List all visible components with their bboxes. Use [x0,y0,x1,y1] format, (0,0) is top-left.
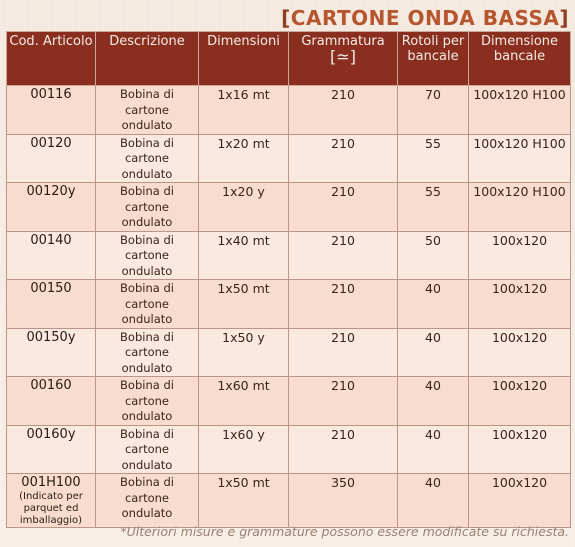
table-row [7,231,571,280]
cell-pallet-dimension [469,86,571,135]
cell-description [96,328,199,377]
product-table [6,31,571,528]
table-row [7,474,571,528]
cell-description [96,474,199,528]
cell-description-text: Bobina di cartone ondulato [120,475,174,520]
cell-code [7,474,96,528]
cell-rotoli [398,86,469,135]
cell-rotoli-text: 40 [425,475,441,490]
cell-code [7,86,96,135]
header-grammatura-label: Grammatura [301,34,385,49]
cell-code [7,183,96,232]
cell-code-note: (Indicato per parquet ed imballaggio) [19,490,83,526]
header-grammatura [289,32,398,86]
cell-dimensions [199,134,289,183]
cell-pallet-dimension [469,474,571,528]
cell-rotoli [398,183,469,232]
cell-description [96,280,199,329]
header-pallet-dimension: Dimensione bancale [469,32,571,86]
cell-code-text: 00160 [30,378,72,393]
cell-pallet-dimension-text: 100x120 H100 [473,184,566,199]
cell-grammatura [289,474,398,528]
cell-rotoli-text: 40 [425,426,441,442]
cell-description-text: Bobina di cartone ondulato [120,281,174,326]
cell-grammatura [289,377,398,426]
title-bracket-close: ] [559,6,569,30]
cell-pallet-dimension-text: 100x120 [491,232,548,248]
table-row [7,183,571,232]
cell-dimensions-text: 1x50 mt [217,281,270,296]
cell-grammatura [289,134,398,183]
cell-rotoli [398,134,469,183]
cell-description-text: Bobina di cartone ondulato [120,184,174,229]
table-row [7,425,571,474]
cell-description-text: Bobina di cartone ondulato [120,329,174,375]
cell-description-text: Bobina di cartone ondulato [120,232,174,278]
header-dimensions: Dimensioni [199,32,289,86]
cell-description [96,183,199,232]
table-row [7,134,571,183]
cell-description [96,86,199,135]
cell-pallet-dimension [469,328,571,377]
cell-pallet-dimension [469,231,571,280]
cell-grammatura-text: 210 [331,184,355,199]
cell-dimensions-text: 1x50 mt [217,475,270,490]
cell-description-text: Bobina di cartone ondulato [120,378,174,423]
header-code: Cod. Articolo [7,32,96,86]
cell-rotoli-text: 50 [425,232,441,248]
cell-code [7,425,96,474]
title-text: CARTONE ONDA BASSA [290,6,560,30]
cell-code [7,328,96,377]
header-description: Descrizione [96,32,199,86]
cell-dimensions [199,231,289,280]
cell-dimensions-text: 1x20 y [222,184,265,199]
table-row [7,377,571,426]
cell-rotoli [398,328,469,377]
cell-code [7,280,96,329]
cell-dimensions-text: 1x60 y [222,426,265,442]
cell-grammatura-text: 210 [331,87,355,102]
cell-code-text: 00160y [26,426,76,442]
page-title [281,6,569,30]
cell-description [96,231,199,280]
cell-rotoli [398,280,469,329]
cell-pallet-dimension [469,377,571,426]
cell-grammatura-text: 350 [331,475,355,490]
cell-dimensions [199,183,289,232]
grammatura-symbol: [≃] [330,47,356,66]
cell-grammatura [289,328,398,377]
cell-code-text: 00116 [30,87,72,102]
title-bracket-open: [ [281,6,291,30]
cell-pallet-dimension-text: 100x120 H100 [473,135,566,151]
cell-rotoli [398,474,469,528]
cell-grammatura-text: 210 [331,281,355,296]
cell-rotoli-text: 40 [425,329,441,345]
cell-grammatura [289,280,398,329]
cell-pallet-dimension [469,183,571,232]
cell-pallet-dimension [469,134,571,183]
cell-grammatura [289,183,398,232]
cell-pallet-dimension-text: 100x120 [491,426,548,442]
cell-pallet-dimension [469,280,571,329]
cell-rotoli-text: 55 [425,135,441,151]
table-body [7,86,571,528]
cell-dimensions [199,474,289,528]
cell-rotoli-text: 40 [425,378,441,393]
cell-code-text: 00120 [30,135,72,151]
cell-rotoli [398,425,469,474]
cell-grammatura-text: 210 [331,329,355,345]
table-row [7,280,571,329]
cell-description-text: Bobina di cartone ondulato [120,135,174,181]
cell-description [96,377,199,426]
cell-rotoli [398,377,469,426]
cell-description-text: Bobina di cartone ondulato [120,87,174,132]
cell-dimensions [199,328,289,377]
cell-code [7,377,96,426]
cell-dimensions [199,280,289,329]
cell-code-text: 00120y [26,184,76,199]
cell-dimensions [199,425,289,474]
cell-pallet-dimension-text: 100x120 [491,329,548,345]
cell-code-text: 001H100 [21,475,81,490]
cell-dimensions-text: 1x40 mt [217,232,270,248]
table-row [7,328,571,377]
cell-grammatura-text: 210 [331,135,355,151]
cell-rotoli [398,231,469,280]
cell-grammatura [289,425,398,474]
cell-description [96,134,199,183]
cell-description [96,425,199,474]
cell-dimensions [199,377,289,426]
cell-dimensions-text: 1x50 y [222,329,265,345]
cell-dimensions-text: 1x20 mt [217,135,270,151]
cell-grammatura [289,86,398,135]
cell-dimensions [199,86,289,135]
cell-rotoli-text: 55 [425,184,441,199]
cell-dimensions-text: 1x60 mt [217,378,270,393]
cell-grammatura [289,231,398,280]
cell-code-text: 00140 [30,232,72,248]
cell-pallet-dimension-text: 100x120 [491,378,548,393]
cell-dimensions-text: 1x16 mt [217,87,270,102]
cell-grammatura-text: 210 [331,232,355,248]
cell-rotoli-text: 70 [425,87,441,102]
cell-pallet-dimension [469,425,571,474]
header-rotoli: Rotoli per bancale [398,32,469,86]
cell-grammatura-text: 210 [331,378,355,393]
cell-grammatura-text: 210 [331,426,355,442]
cell-rotoli-text: 40 [425,281,441,296]
table-header-row [7,32,571,86]
cell-pallet-dimension-text: 100x120 [491,475,548,490]
footnote: *Ulteriori misure e grammature possono essere modificate su richiesta. [120,524,569,539]
cell-code [7,134,96,183]
table-row [7,86,571,135]
cell-code-text: 00150 [30,281,72,296]
cell-code [7,231,96,280]
cell-code-text: 00150y [26,329,76,345]
cell-pallet-dimension-text: 100x120 [491,281,548,296]
cell-pallet-dimension-text: 100x120 H100 [473,87,566,102]
cell-description-text: Bobina di cartone ondulato [120,426,174,472]
